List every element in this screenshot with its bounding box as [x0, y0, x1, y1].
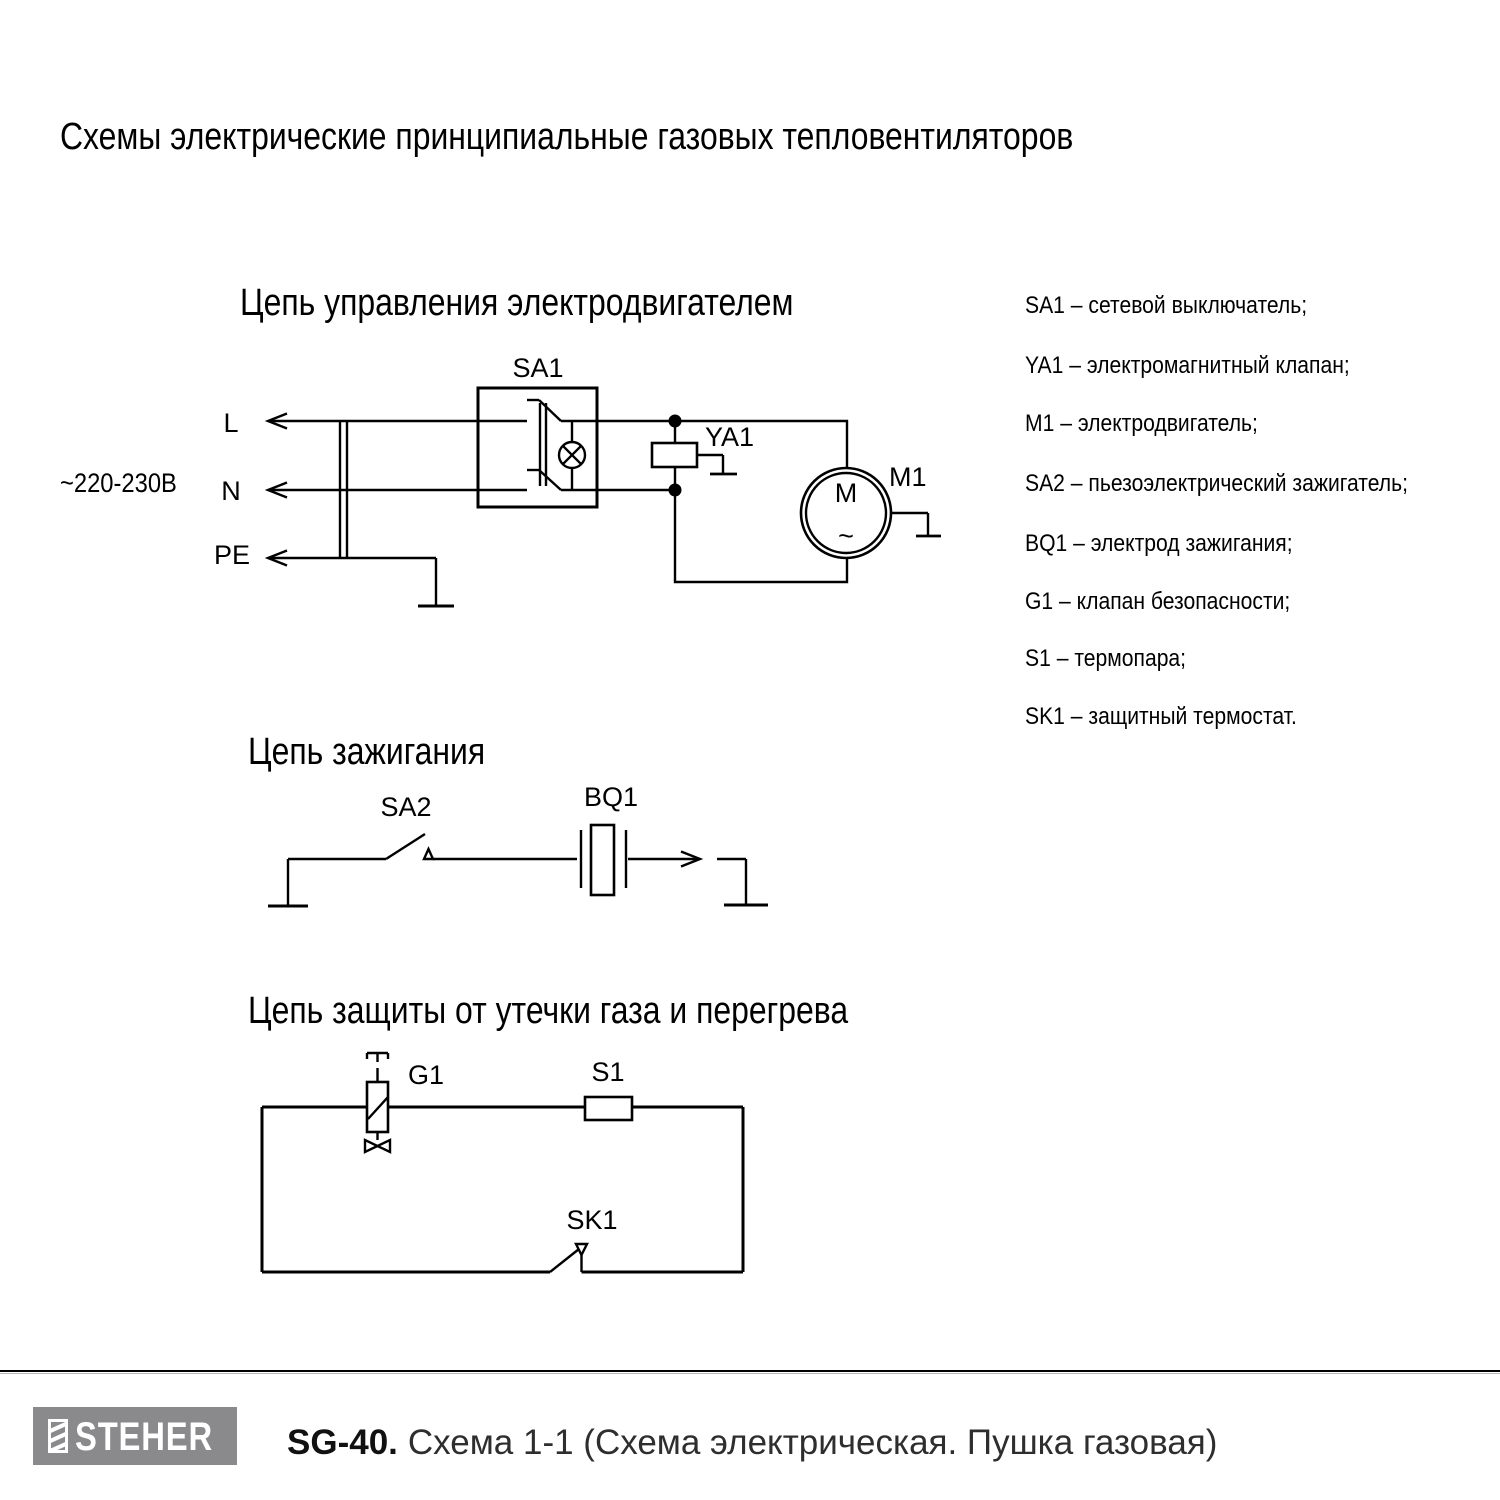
section-title-protection: Цепь защиты от утечки газа и перегрева — [248, 990, 849, 1032]
page-title-text: Схемы электрические принципиальные газовых тепловентиляторов — [60, 116, 1074, 158]
n-wire — [268, 483, 527, 498]
motor-ac-glyph: ~ — [838, 521, 854, 551]
legend-item: BQ1 – электрод зажигания; — [1025, 530, 1293, 557]
steher-emblem-icon — [48, 1419, 68, 1453]
protection-circuit — [262, 1053, 743, 1272]
line-label-l: L — [223, 408, 239, 438]
legend-item: S1 – термопара; — [1025, 645, 1187, 672]
voltage-label: ~220-230В — [60, 468, 177, 499]
label-m1: M1 — [889, 462, 927, 492]
ignition-circuit — [268, 782, 768, 906]
right-terminal — [717, 859, 768, 905]
left-terminal — [268, 859, 386, 906]
label-ya1: YA1 — [705, 422, 755, 452]
brand-name: STEHER — [75, 1415, 213, 1459]
legend-item: SA2 – пьезоэлектрический зажигатель; — [1025, 470, 1408, 497]
line-label-pe: PE — [213, 540, 251, 570]
footer-caption — [287, 1423, 1217, 1463]
s1-thermocouple-symbol — [585, 1097, 632, 1120]
valve-bowtie-right — [378, 1140, 391, 1152]
section-title-ignition: Цепь зажигания — [248, 731, 486, 773]
footer-divider-shadow — [0, 1373, 1500, 1374]
label-sa2: SA2 — [380, 792, 432, 822]
scheme-caption: Схема 1-1 (Схема электрическая. Пушка газовая) — [407, 1423, 1218, 1462]
motor-control-circuit — [60, 353, 941, 606]
line-label-n: N — [221, 476, 241, 506]
label-sa1: SA1 — [512, 353, 564, 383]
legend-item: SA1 – сетевой выключатель; — [1025, 292, 1308, 319]
pe-wire — [268, 551, 454, 607]
legend-item: M1 – электродвигатель; — [1025, 410, 1258, 437]
footer-divider — [0, 1370, 1500, 1372]
model-number: SG-40. — [287, 1423, 398, 1462]
legend-item: G1 – клапан безопасности; — [1025, 588, 1291, 615]
section-title-motor-control: Цепь управления электродвигателем — [240, 282, 794, 324]
sa2-pushbutton-symbol — [386, 834, 577, 859]
legend-item: YA1 – электромагнитный клапан; — [1025, 352, 1350, 379]
indicator-lamp-icon — [559, 421, 585, 490]
motor-m-glyph: M — [834, 478, 858, 508]
label-g1: G1 — [408, 1060, 445, 1090]
l-wire — [268, 414, 527, 429]
sk1-thermostat-symbol — [550, 1244, 587, 1272]
legend-item: SK1 – защитный термостат. — [1025, 703, 1297, 730]
label-bq1: BQ1 — [583, 782, 639, 812]
bq1-electrode-symbol — [581, 825, 700, 895]
g1-safety-valve-symbol — [365, 1053, 390, 1152]
steher-logo — [33, 1407, 237, 1465]
label-sk1: SK1 — [566, 1205, 618, 1235]
label-s1: S1 — [591, 1057, 625, 1087]
motor-top-wire — [675, 421, 847, 468]
